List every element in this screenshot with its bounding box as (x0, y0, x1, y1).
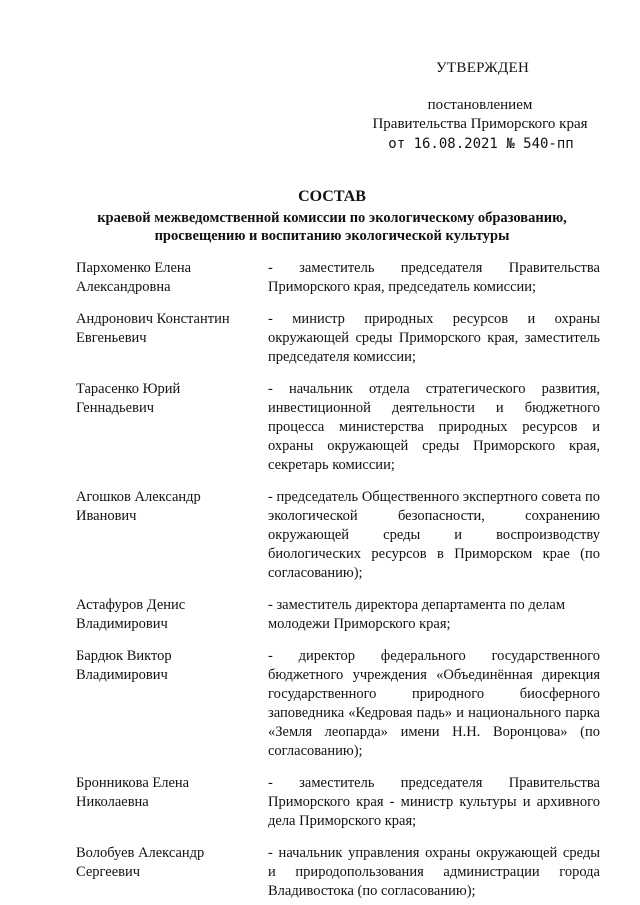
member-surname-given: Волобуев Александр (76, 845, 205, 861)
member-role: - министр природных ресурсов и охраны окружающей среды Приморского края, заместитель председателя комиссии; (268, 311, 600, 365)
decree-line-1: постановлением (427, 97, 533, 113)
member-surname-given: Тарасенко Юрий (76, 381, 181, 397)
member-surname-given: Андронович Константин (76, 311, 230, 327)
member-name (76, 310, 268, 367)
member-patronymic: Евгеньевич (76, 330, 147, 346)
decree-line-2: Правительства Приморского края (372, 116, 588, 132)
document-title: СОСТАВ (298, 188, 366, 205)
member-name (76, 647, 268, 761)
member-role: - председатель Общественного экспертного совета по экологической безопасности, сохранению окружающей среды и воспроизводству биологических ресурсов в Приморском крае (по согласованию); (268, 489, 600, 581)
member-row (76, 647, 606, 761)
member-row (76, 310, 606, 367)
member-row (76, 259, 606, 297)
member-row (76, 596, 606, 634)
member-patronymic: Сергеевич (76, 864, 141, 880)
member-role: - директор федерального государственного бюджетного учреждения «Объединённая дирекция государственного природного биосферного заповедника «Кедровая падь» и национального парка «Земля леопарда» имени Н.Н. Воронцова» (по согласованию); (268, 648, 600, 759)
member-name (76, 774, 268, 831)
member-name (76, 259, 268, 297)
member-surname-given: Агошков Александр (76, 489, 201, 505)
member-role: - начальник отдела стратегического развития, инвестиционной деятельности и бюджетного процесса министерства природных ресурсов и охраны окружающей среды Приморского края, секретарь комиссии; (268, 381, 600, 473)
member-row (76, 774, 606, 831)
decree-date: от 16.08.2021 № 540-пп (388, 136, 574, 152)
member-patronymic: Николаевна (76, 794, 149, 810)
member-patronymic: Геннадьевич (76, 400, 154, 416)
member-patronymic: Иванович (76, 508, 137, 524)
member-surname-given: Бронникова Елена (76, 775, 190, 791)
decree-reference (360, 96, 600, 134)
member-patronymic: Александровна (76, 279, 171, 295)
member-row (76, 380, 606, 475)
member-role: - заместитель директора департамента по делам молодежи Приморского края; (268, 597, 566, 632)
member-name (76, 380, 268, 475)
document-subtitle: краевой межведомственной комиссии по экологическому образованию, просвещению и воспитанию экологической культуры (97, 210, 567, 244)
member-row (76, 844, 606, 901)
member-surname-given: Астафуров Денис (76, 597, 186, 613)
member-name (76, 844, 268, 901)
member-role: - заместитель председателя Правительства Приморского края - министр культуры и архивного дела Приморского края; (268, 775, 600, 829)
member-role: - заместитель председателя Правительства Приморского края, председатель комиссии; (268, 260, 600, 295)
member-surname-given: Пархоменко Елена (76, 260, 192, 276)
member-name (76, 596, 268, 634)
member-list (76, 259, 606, 901)
member-patronymic: Владимирович (76, 616, 168, 632)
member-patronymic: Владимирович (76, 667, 168, 683)
member-role: - начальник управления охраны окружающей среды и природопользования администрации города Владивостока (по согласованию); (268, 845, 600, 899)
member-name (76, 488, 268, 583)
member-surname-given: Бардюк Виктор (76, 648, 172, 664)
member-row (76, 488, 606, 583)
approval-stamp: УТВЕРЖДЕН (436, 60, 530, 76)
